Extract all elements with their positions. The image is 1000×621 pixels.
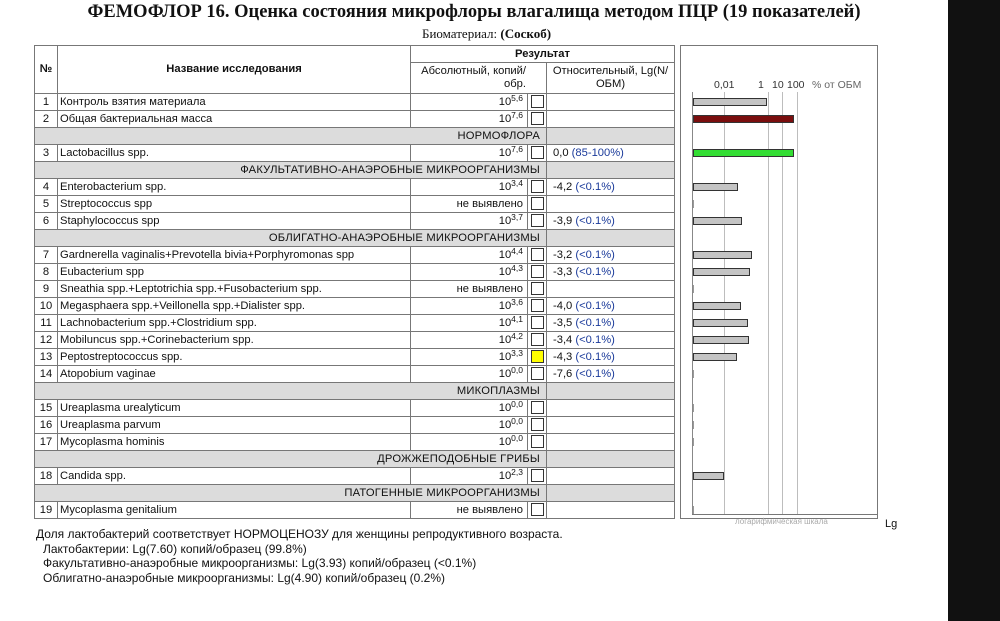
- test-name: Контроль взятия материала: [58, 94, 411, 111]
- test-name: Lactobacillus spp.: [58, 145, 411, 162]
- rel-number: 0,0: [553, 146, 569, 159]
- table-row: [35, 247, 675, 264]
- abs-value: [411, 417, 528, 434]
- rel-value: [547, 298, 675, 315]
- abs-exponent: 3,3: [511, 348, 523, 358]
- abs-value: [411, 196, 528, 213]
- flag-cell: [528, 196, 547, 213]
- row-number: 12: [35, 332, 58, 349]
- rel-percent: (<0.1%): [575, 214, 615, 227]
- abs-text: не выявлено: [456, 503, 523, 516]
- flag-cell: [528, 417, 547, 434]
- rel-value: [547, 315, 675, 332]
- chart-bar: [693, 200, 694, 208]
- summary: [36, 527, 563, 585]
- test-name: Lachnobacterium spp.+Clostridium spp.: [58, 315, 411, 332]
- chart-bar: [693, 438, 694, 446]
- biomaterial-label: Биоматериал:: [422, 26, 498, 41]
- table-row: [35, 179, 675, 196]
- table-row: [35, 145, 675, 162]
- chart-bar: [693, 421, 694, 429]
- col-result-header: Результат: [411, 46, 675, 63]
- table-row: [35, 349, 675, 366]
- table-row: [35, 281, 675, 298]
- test-name: Mycoplasma hominis: [58, 434, 411, 451]
- table-row: [35, 332, 675, 349]
- rel-number: -4,2: [553, 180, 573, 193]
- abs-value: [411, 145, 528, 162]
- chart-bar: [693, 336, 749, 344]
- biomaterial: [422, 26, 551, 42]
- flag-cell: [528, 94, 547, 111]
- abs-exponent: 4,1: [511, 314, 523, 324]
- abs-base: 10: [498, 316, 512, 329]
- table-row: [35, 94, 675, 111]
- abs-value: [411, 213, 528, 230]
- abs-value: [411, 298, 528, 315]
- abs-base: 10: [498, 248, 512, 261]
- row-number: 19: [35, 502, 58, 519]
- rel-percent: (<0.1%): [575, 350, 615, 363]
- rel-percent: (85-100%): [571, 146, 624, 159]
- rel-value: [547, 94, 675, 111]
- test-name: Staphylococcus spp: [58, 213, 411, 230]
- flag-cell: [528, 349, 547, 366]
- flag-box: [531, 112, 544, 125]
- section-row: [35, 230, 675, 247]
- chart-bar: [693, 149, 794, 157]
- rel-percent: (<0.1%): [575, 316, 615, 329]
- scale-label: логарифмическая шкала: [735, 517, 828, 526]
- abs-exponent: 7,6: [511, 110, 523, 120]
- table-row: [35, 400, 675, 417]
- abs-base: 10: [498, 214, 512, 227]
- abs-value: [411, 434, 528, 451]
- table-row: [35, 502, 675, 519]
- chart-x-axis: [692, 514, 878, 515]
- abs-value: [411, 281, 528, 298]
- rel-number: -7,6: [553, 367, 573, 380]
- abs-base: 10: [498, 350, 512, 363]
- flag-cell: [528, 502, 547, 519]
- table-row: [35, 434, 675, 451]
- flag-cell: [528, 400, 547, 417]
- abs-value: [411, 111, 528, 128]
- abs-base: 10: [498, 95, 512, 108]
- flag-box: [531, 503, 544, 516]
- chart-bar: [693, 404, 694, 412]
- summary-lactobacteria: Лактобактерии: Lg(7.60) копий/образец (99.8%): [43, 541, 307, 556]
- chart-bar: [693, 217, 742, 225]
- section-title: ПАТОГЕННЫЕ МИКРООРГАНИЗМЫ: [58, 485, 547, 502]
- section-row: [35, 162, 675, 179]
- abs-base: 10: [498, 435, 512, 448]
- flag-cell: [528, 264, 547, 281]
- section-title: ОБЛИГАТНО-АНАЭРОБНЫЕ МИКРООРГАНИЗМЫ: [58, 230, 547, 247]
- flag-cell: [528, 111, 547, 128]
- chart-bar: [693, 302, 741, 310]
- abs-exponent: 0,0: [511, 433, 523, 443]
- flag-box: [531, 401, 544, 414]
- abs-value: [411, 94, 528, 111]
- abs-exponent: 0,0: [511, 399, 523, 409]
- flag-box: [531, 316, 544, 329]
- chart-bar: [693, 370, 694, 378]
- abs-text: не выявлено: [456, 282, 523, 295]
- rel-value: [547, 264, 675, 281]
- chart-bar: [693, 506, 694, 514]
- row-number: 16: [35, 417, 58, 434]
- test-name: Mycoplasma genitalium: [58, 502, 411, 519]
- test-name: Megasphaera spp.+Veillonella spp.+Dialister spp.: [58, 298, 411, 315]
- row-number: 6: [35, 213, 58, 230]
- test-name: Общая бактериальная масса: [58, 111, 411, 128]
- axis-label: Lg: [885, 518, 898, 530]
- chart-bar: [693, 285, 694, 293]
- flag-cell: [528, 213, 547, 230]
- section-title: НОРМОФЛОРА: [58, 128, 547, 145]
- abs-base: 10: [498, 333, 512, 346]
- rel-value: [547, 366, 675, 383]
- abs-value: [411, 247, 528, 264]
- rel-number: -3,5: [553, 316, 573, 329]
- row-number: 3: [35, 145, 58, 162]
- flag-cell: [528, 145, 547, 162]
- flag-cell: [528, 366, 547, 383]
- rel-value: [547, 213, 675, 230]
- results-table: [34, 45, 675, 519]
- row-number: 18: [35, 468, 58, 485]
- dark-side-panel: [948, 0, 1000, 621]
- flag-box: [531, 265, 544, 278]
- flag-box: [531, 367, 544, 380]
- rel-percent: (<0.1%): [575, 367, 615, 380]
- biomaterial-value: (Соскоб): [500, 26, 552, 41]
- flag-cell: [528, 179, 547, 196]
- abs-exponent: 5,6: [511, 93, 523, 103]
- abs-value: [411, 332, 528, 349]
- table-row: [35, 213, 675, 230]
- rel-value: [547, 332, 675, 349]
- flag-box: [531, 418, 544, 431]
- table-row: [35, 315, 675, 332]
- chart-bar: [693, 98, 767, 106]
- row-number: 1: [35, 94, 58, 111]
- abs-base: 10: [498, 418, 512, 431]
- flag-box: [531, 214, 544, 227]
- abs-base: 10: [498, 401, 512, 414]
- row-number: 11: [35, 315, 58, 332]
- row-number: 13: [35, 349, 58, 366]
- tick-label: 0,01: [714, 79, 735, 91]
- abs-value: [411, 315, 528, 332]
- flag-box: [531, 299, 544, 312]
- summary-conclusion: Доля лактобактерий соответствует НОРМОЦЕНОЗУ для женщины репродуктивного возраста.: [36, 527, 563, 541]
- abs-value: [411, 502, 528, 519]
- chart-bar: [693, 319, 748, 327]
- abs-exponent: 3,7: [511, 212, 523, 222]
- flag-box: [531, 95, 544, 108]
- chart-bar: [693, 251, 752, 259]
- test-name: Sneathia spp.+Leptotrichia spp.+Fusobacterium spp.: [58, 281, 411, 298]
- abs-value: [411, 400, 528, 417]
- abs-base: 10: [498, 469, 512, 482]
- flag-cell: [528, 281, 547, 298]
- flag-box: [531, 350, 544, 363]
- flag-cell: [528, 434, 547, 451]
- tick-label: 1: [758, 79, 764, 91]
- flag-box: [531, 333, 544, 346]
- abs-value: [411, 349, 528, 366]
- results-body: [35, 94, 675, 519]
- flag-cell: [528, 332, 547, 349]
- rel-value: [547, 349, 675, 366]
- unit-label: % от ОБМ: [812, 79, 862, 91]
- row-number: 14: [35, 366, 58, 383]
- row-number: 5: [35, 196, 58, 213]
- test-name: Mobiluncus spp.+Corinebacterium spp.: [58, 332, 411, 349]
- test-name: Streptococcus spp: [58, 196, 411, 213]
- page-title: ФЕМОФЛОР 16. Оценка состояния микрофлоры влагалища методом ПЦР (19 показателей): [87, 2, 861, 22]
- abs-value: [411, 264, 528, 281]
- table-row: [35, 298, 675, 315]
- table-row: [35, 468, 675, 485]
- rel-value: [547, 247, 675, 264]
- chart-bar: [693, 353, 737, 361]
- col-abs-header: Абсолютный, копий/обр.: [411, 63, 547, 94]
- section-row: [35, 451, 675, 468]
- rel-number: -4,3: [553, 350, 573, 363]
- abs-exponent: 4,4: [511, 246, 523, 256]
- test-name: Atopobium vaginae: [58, 366, 411, 383]
- flag-box: [531, 282, 544, 295]
- flag-cell: [528, 247, 547, 264]
- test-name: Eubacterium spp: [58, 264, 411, 281]
- rel-percent: (<0.1%): [575, 299, 615, 312]
- flag-box: [531, 248, 544, 261]
- test-name: Ureaplasma urealyticum: [58, 400, 411, 417]
- abs-base: 10: [498, 299, 512, 312]
- row-number: 15: [35, 400, 58, 417]
- summary-facultative: Факультативно-анаэробные микроорганизмы: Lg(3.93) копий/образец (<0.1%): [43, 556, 477, 571]
- abs-exponent: 0,0: [511, 416, 523, 426]
- rel-value: [547, 400, 675, 417]
- abs-exponent: 3,4: [511, 178, 523, 188]
- section-row: [35, 383, 675, 400]
- flag-box: [531, 146, 544, 159]
- table-row: [35, 417, 675, 434]
- rel-number: -3,3: [553, 265, 573, 278]
- abs-value: [411, 179, 528, 196]
- rel-value: [547, 145, 675, 162]
- abs-base: 10: [498, 367, 512, 380]
- rel-value: [547, 502, 675, 519]
- rel-value: [547, 417, 675, 434]
- abs-value: [411, 366, 528, 383]
- chart-bar: [693, 183, 738, 191]
- rel-value: [547, 179, 675, 196]
- abs-exponent: 7,6: [511, 144, 523, 154]
- abs-base: 10: [498, 180, 512, 193]
- col-num-header: №: [35, 46, 58, 94]
- col-rel-header: Относительный, Lg(N/ОБМ): [547, 63, 675, 94]
- section-row: [35, 485, 675, 502]
- abs-exponent: 4,3: [511, 263, 523, 273]
- col-name-header: Название исследования: [58, 46, 411, 94]
- abs-exponent: 2,3: [511, 467, 523, 477]
- flag-cell: [528, 468, 547, 485]
- flag-box: [531, 435, 544, 448]
- rel-percent: (<0.1%): [575, 180, 615, 193]
- test-name: Peptostreptococcus spp.: [58, 349, 411, 366]
- flag-cell: [528, 315, 547, 332]
- row-number: 10: [35, 298, 58, 315]
- rel-percent: (<0.1%): [575, 333, 615, 346]
- section-row: [35, 128, 675, 145]
- rel-number: -3,9: [553, 214, 573, 227]
- row-number: 8: [35, 264, 58, 281]
- abs-base: 10: [498, 265, 512, 278]
- section-title: МИКОПЛАЗМЫ: [58, 383, 547, 400]
- rel-percent: (<0.1%): [575, 265, 615, 278]
- row-number: 2: [35, 111, 58, 128]
- test-name: Gardnerella vaginalis+Prevotella bivia+Porphyromonas spp: [58, 247, 411, 264]
- flag-box: [531, 197, 544, 210]
- grid-line: [797, 92, 798, 514]
- abs-value: [411, 468, 528, 485]
- tick-label: 100: [787, 79, 805, 91]
- test-name: Candida spp.: [58, 468, 411, 485]
- abs-exponent: 0,0: [511, 365, 523, 375]
- chart-bar: [693, 115, 794, 123]
- section-title: ДРОЖЖЕПОДОБНЫЕ ГРИБЫ: [58, 451, 547, 468]
- rel-value: [547, 196, 675, 213]
- abs-base: 10: [498, 112, 512, 125]
- table-row: [35, 196, 675, 213]
- abs-exponent: 4,2: [511, 331, 523, 341]
- rel-number: -3,4: [553, 333, 573, 346]
- row-number: 9: [35, 281, 58, 298]
- rel-value: [547, 111, 675, 128]
- section-title: ФАКУЛЬТАТИВНО-АНАЭРОБНЫЕ МИКРООРГАНИЗМЫ: [58, 162, 547, 179]
- rel-number: -3,2: [553, 248, 573, 261]
- rel-value: [547, 281, 675, 298]
- chart-bar: [693, 472, 724, 480]
- abs-exponent: 3,6: [511, 297, 523, 307]
- rel-value: [547, 434, 675, 451]
- rel-percent: (<0.1%): [575, 248, 615, 261]
- tick-label: 10: [772, 79, 784, 91]
- rel-number: -4,0: [553, 299, 573, 312]
- flag-box: [531, 180, 544, 193]
- chart-bar: [693, 268, 750, 276]
- summary-obligate: Облигатно-анаэробные микроорганизмы: Lg(4.90) копий/образец (0.2%): [43, 570, 446, 585]
- rel-value: [547, 468, 675, 485]
- row-number: 17: [35, 434, 58, 451]
- test-name: Ureaplasma parvum: [58, 417, 411, 434]
- abs-text: не выявлено: [456, 197, 523, 210]
- flag-cell: [528, 298, 547, 315]
- row-number: 4: [35, 179, 58, 196]
- flag-box: [531, 469, 544, 482]
- table-row: [35, 264, 675, 281]
- abs-base: 10: [498, 146, 512, 159]
- row-number: 7: [35, 247, 58, 264]
- table-row: [35, 366, 675, 383]
- table-row: [35, 111, 675, 128]
- test-name: Enterobacterium spp.: [58, 179, 411, 196]
